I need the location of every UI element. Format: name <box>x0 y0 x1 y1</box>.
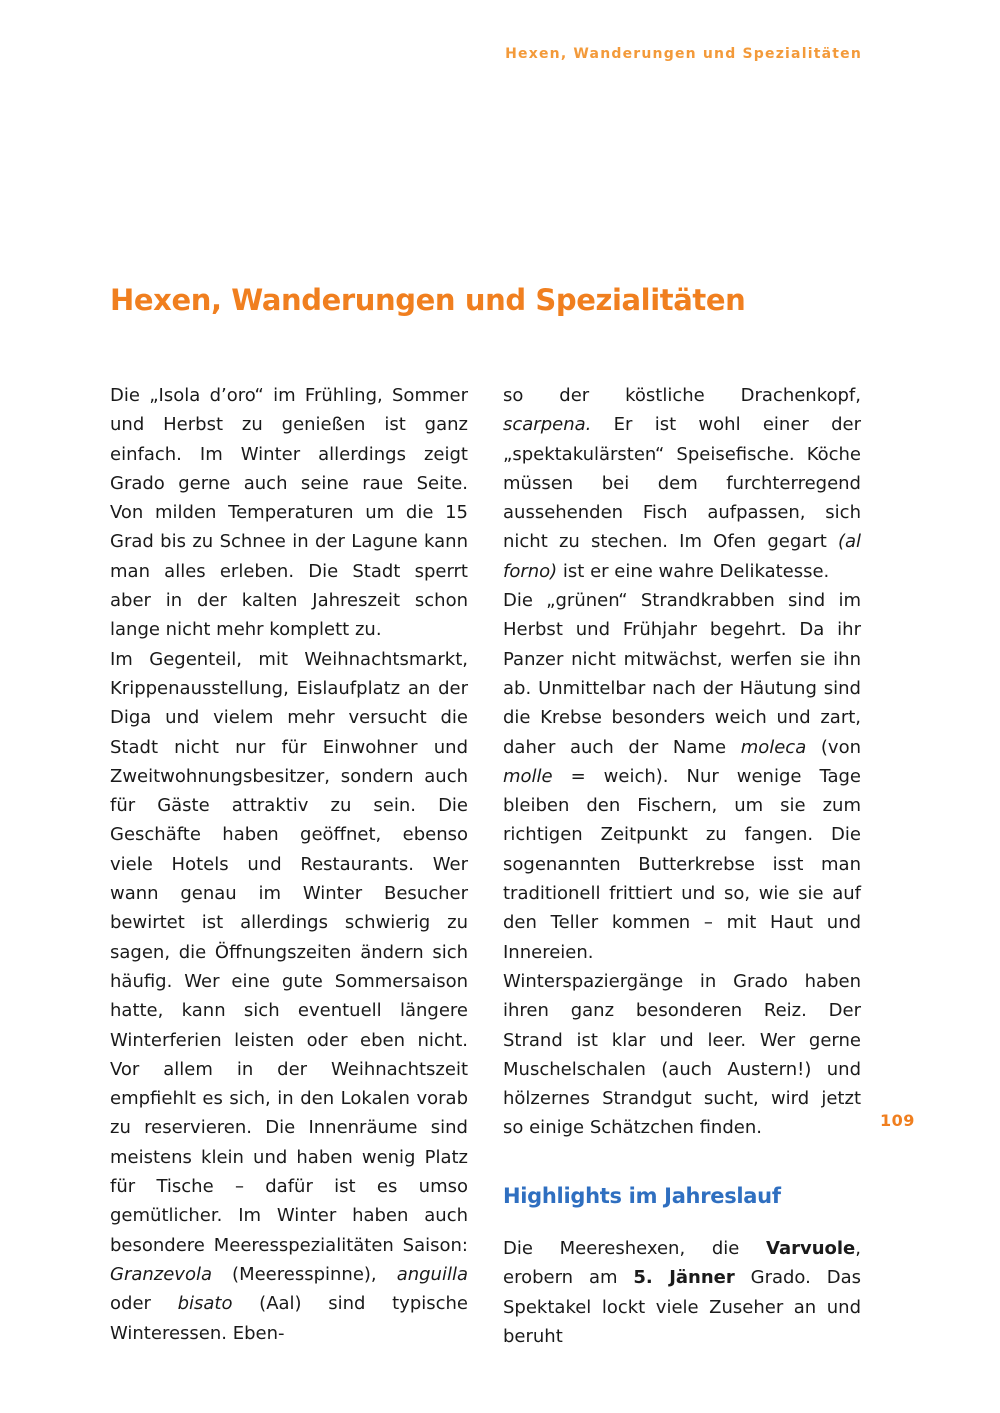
text-run: (von <box>806 736 861 758</box>
paragraph: Die „Isola d’oro“ im Frühling, Sommer und Herbst zu genießen ist ganz einfach. Im Winter allerdings zeigt Grado gerne auch seine raue Seite. Von milden Temperaturen um die 15 Grad bis zu Schnee in der Lagune kann man alles erleben. Die Stadt sperrt aber in der kalten Jahreszeit schon lange nicht mehr komplett zu. <box>110 385 468 641</box>
paragraph <box>110 645 468 1348</box>
section-subheading: Highlights im Jahreslauf <box>503 1183 781 1208</box>
paragraph <box>503 1234 861 1351</box>
bold-date: 5. Jänner <box>633 1267 735 1289</box>
paragraph <box>503 381 861 586</box>
chapter-title: Hexen, Wanderungen und Spezialitäten <box>110 283 746 317</box>
text-run: Grado. Das Spektakel lockt viele Zuseher an und beruht <box>503 1267 861 1347</box>
italic-term: scarpena. <box>503 414 592 436</box>
italic-term: bisato <box>177 1293 233 1315</box>
italic-term: anguilla <box>396 1263 468 1285</box>
text-run: , erobern am <box>503 1238 861 1289</box>
italic-term: molle <box>503 765 553 787</box>
text-run: (Meeresspinne), <box>212 1263 397 1285</box>
text-run: Die „grünen“ Strandkrabben sind im Herbst und Frühjahr begehrt. Da ihr Panzer nicht mitwächst, werfen sie ihn ab. Unmittelbar nach der Häutung sind die Krebse besonders weich und zart, daher auch der Name <box>503 590 861 758</box>
page-number: 109 <box>880 1111 915 1130</box>
left-column <box>110 381 468 1348</box>
right-column <box>503 381 861 1351</box>
text-run: (Aal) sind typische Winteressen. Eben- <box>110 1293 468 1344</box>
italic-term: Granzevola <box>110 1263 213 1285</box>
text-run: so der köstliche Drachenkopf, <box>503 385 861 406</box>
italic-term: moleca <box>740 736 807 758</box>
italic-term: (al forno) <box>503 531 861 582</box>
text-run: = weich). Nur wenige Tage bleiben den Fischern, um sie zum richtigen Zeitpunkt zu fangen. Die sogenannten Butterkrebse isst man traditionell frittiert und so, wie sie auf den Teller kommen – mit Haut und Innereien. <box>503 765 861 963</box>
text-run: Er ist wohl einer der „spektakulärsten“ Speisefische. Köche müssen bei dem furchterregend aussehenden Fisch aufpassen, sich nicht zu stechen. Im Ofen gegart <box>503 414 861 553</box>
paragraph <box>503 586 861 967</box>
text-run: Im Gegenteil, mit Weihnachtsmarkt, Krippenausstellung, Eislaufplatz an der Diga und vielem mehr versucht die Stadt nicht nur für Einwohner und Zweitwohnungsbesitzer, sondern auch für Gäste attraktiv zu sein. Die Geschäfte haben geöffnet, ebenso viele Hotels und Restaurants. Wer wann genau im Winter Besucher bewirtet ist allerdings schwierig zu sagen, die Öffnungszeiten ändern sich häufig. Wer eine gute Sommersaison hatte, kann sich eventuell längere Winterferien leisten oder eben nicht. Vor allem in der Weihnachtszeit empfiehlt es sich, in den Lokalen vorab zu reservieren. Die Innenräume sind meistens klein und haben wenig Platz für Tische – dafür ist es umso gemütlicher. Im Winter haben auch besondere Meeresspezialitäten Saison: <box>110 648 468 1256</box>
text-run: ist er eine wahre Delikatesse. <box>557 560 830 582</box>
text-run: Die Meereshexen, die <box>503 1238 766 1260</box>
bold-term: Varvuole <box>766 1238 856 1260</box>
text-run: oder <box>110 1293 178 1315</box>
paragraph: Winterspaziergänge in Grado haben ihren ganz besonderen Reiz. Der Strand ist klar und leer. Wer gerne Muschelschalen (auch Austern!) und hölzernes Strandgut sucht, wird jetzt so einige Schätzchen finden. <box>503 970 861 1139</box>
running-header: Hexen, Wanderungen und Spezialitäten <box>505 46 862 62</box>
